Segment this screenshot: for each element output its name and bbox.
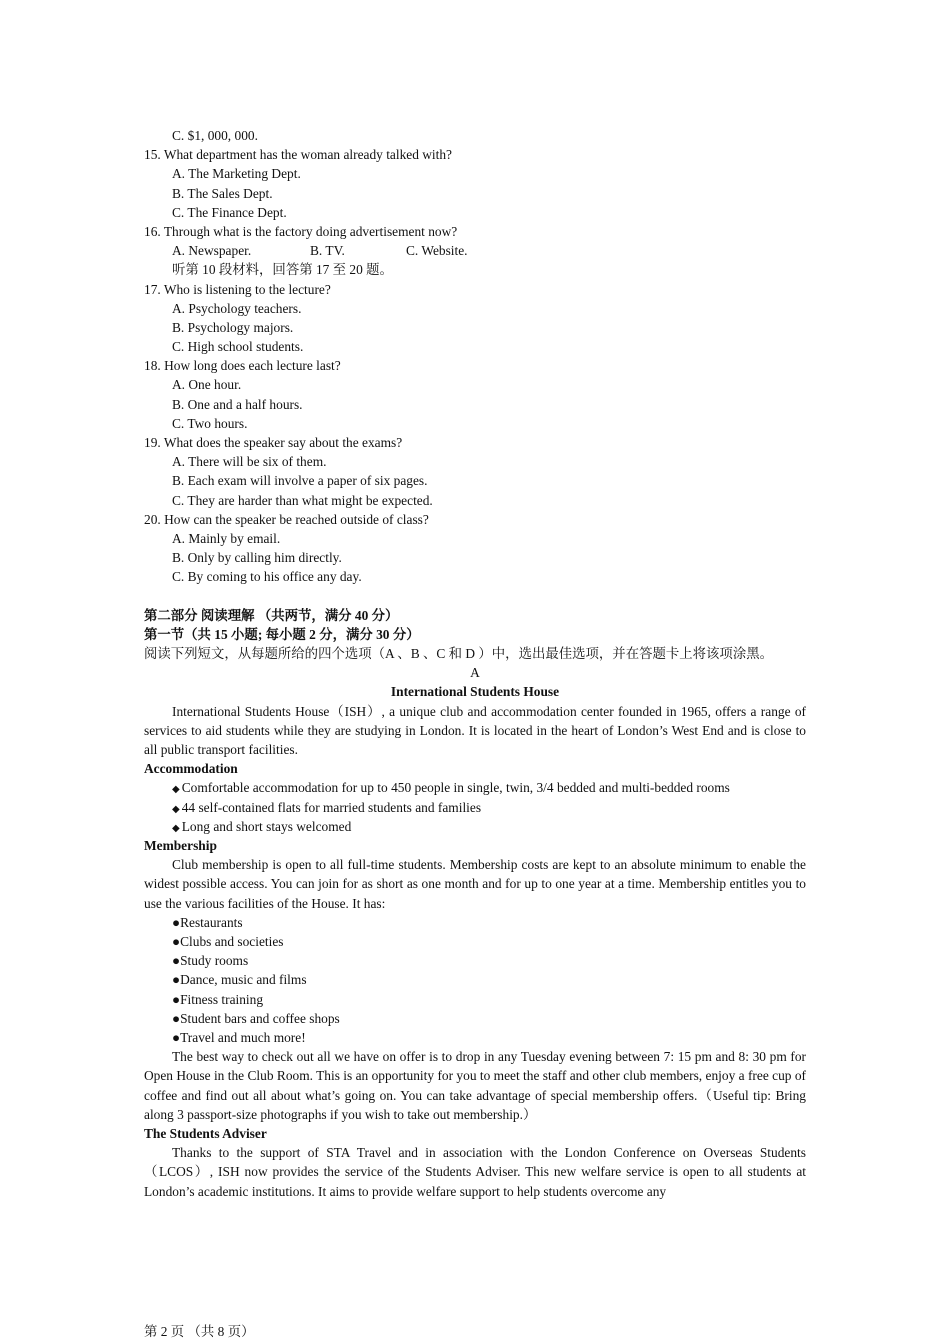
diamond-bullet-icon: ◆ [172, 784, 180, 796]
facility-text: Dance, music and films [180, 972, 307, 988]
open-house-text: The best way to check out all we have on offer is to drop in any Tuesday evening between 7: 15 pm and 8: 30 pm for Open House in the Club Room. This is an opportunity for you to meet the staff and other club members, enjoy a free cup of coffee and find out all about what’s going on. You can take advantage of special membership offers.（Useful tip: Bring along 3 passport-size photographs if you wish to take out membership.） [144, 1049, 806, 1122]
q16-stem: 16. Through what is the factory doing advertisement now? [144, 223, 458, 239]
facility-item [144, 951, 806, 970]
facility-item [144, 970, 806, 989]
dot-bullet-icon: ● [172, 933, 181, 949]
q15-stem: 15. What department has the woman already talked with? [144, 147, 453, 163]
facility-item [144, 990, 806, 1009]
q16-option-a: A. Newspaper. [172, 243, 252, 259]
diamond-bullet-icon: ◆ [172, 822, 180, 834]
accommodation-item-text: Long and short stays welcomed [181, 818, 352, 834]
facility-text: Study rooms [180, 953, 249, 969]
accommodation-heading: Accommodation [144, 761, 238, 777]
facility-item [144, 1009, 806, 1028]
q18-option-c: C. Two hours. [172, 415, 248, 431]
q19-stem: 19. What does the speaker say about the exams? [144, 435, 403, 450]
section-spacer [144, 587, 806, 606]
q17-stem: 17. Who is listening to the lecture? [144, 281, 331, 297]
q16-options [144, 241, 806, 260]
passage-letter: A [470, 665, 480, 681]
accommodation-item-text: Comfortable accommodation for up to 450 people in single, twin, 3/4 bedded and multi-bedded rooms [181, 780, 730, 796]
membership-heading: Membership [144, 838, 217, 853]
facility-item [144, 932, 806, 951]
dot-bullet-icon: ● [172, 914, 181, 930]
accommodation-item-text: 44 self-contained flats for married students and families [181, 799, 482, 815]
q20-option-b: B. Only by calling him directly. [172, 550, 342, 566]
q20-stem: 20. How can the speaker be reached outside of class? [144, 511, 429, 527]
page-footer: 第 2 页 （共 8 页） [144, 1324, 255, 1339]
adviser-text: Thanks to the support of STA Travel and in association with the London Conference on Overseas Students（LCOS）, ISH now provides the service of the Students Adviser. This new welfare service is open to all students at London’s academic institutions. It aims to provide welfare support to help students overcome any [144, 1145, 806, 1199]
adviser-heading: The Students Adviser [144, 1125, 267, 1141]
q16-option-c: C. Website. [406, 243, 468, 259]
facility-text: Clubs and societies [180, 933, 284, 949]
membership-text: Club membership is open to all full-time students. Membership costs are kept to an absolute minimum to enable the widest possible access. You can join for as short as one month and for up to one year at a time. Membership entitles you to use the various facilities of the House. It has: [144, 857, 806, 911]
q15-option-b: B. The Sales Dept. [172, 185, 273, 201]
q15-option-a: A. The Marketing Dept. [172, 166, 301, 182]
facility-text: Travel and much more! [180, 1029, 306, 1045]
dot-bullet-icon: ● [172, 953, 181, 969]
q16-option-b: B. TV. [310, 243, 345, 259]
q17-option-c: C. High school students. [172, 339, 304, 355]
q20-option-a: A. Mainly by email. [172, 530, 281, 546]
section1-heading: 第一节（共 15 小题; 每小题 2 分，满分 30 分） [144, 626, 420, 642]
accommodation-item [144, 778, 806, 797]
q18-option-a: A. One hour. [172, 377, 242, 393]
passage-intro: International Students House（ISH）, a unique club and accommodation center founded in 1965, offers a range of services to aid students while they are studying in London. It is located in the heart of London’s West End and is close to all public transport facilities. [144, 703, 806, 758]
q14-option-c: C. $1, 000, 000. [172, 128, 258, 143]
facility-text: Restaurants [180, 914, 243, 930]
facility-text: Fitness training [180, 991, 264, 1007]
q18-option-b: B. One and a half hours. [172, 396, 303, 412]
facility-item [144, 913, 806, 932]
q18-stem: 18. How long does each lecture last? [144, 358, 341, 374]
dot-bullet-icon: ● [172, 991, 181, 1007]
q19-option-a: A. There will be six of them. [172, 454, 327, 470]
part2-heading: 第二部分 阅读理解 （共两节，满分 40 分） [144, 607, 399, 623]
q17-option-a: A. Psychology teachers. [172, 300, 302, 316]
facility-text: Student bars and coffee shops [180, 1010, 340, 1026]
reading-instruction: 阅读下列短文，从每题所给的四个选项（A 、B 、C 和 D ）中，选出最佳选项，并在答题卡上将该项涂黑。 [144, 646, 773, 662]
accommodation-item [144, 817, 806, 836]
listening-instruction: 听第 10 段材料，回答第 17 至 20 题。 [172, 262, 393, 278]
dot-bullet-icon: ● [172, 1029, 181, 1045]
q17-option-b: B. Psychology majors. [172, 319, 294, 335]
q19-option-b: B. Each exam will involve a paper of six pages. [172, 473, 428, 489]
diamond-bullet-icon: ◆ [172, 803, 180, 815]
passage-title: International Students House [390, 684, 560, 700]
q19-option-c: C. They are harder than what might be expected. [172, 492, 433, 508]
facility-item [144, 1028, 806, 1047]
accommodation-item [144, 798, 806, 817]
dot-bullet-icon: ● [172, 1010, 181, 1026]
dot-bullet-icon: ● [172, 972, 181, 988]
q15-option-c: C. The Finance Dept. [172, 204, 287, 220]
q20-option-c: C. By coming to his office any day. [172, 569, 362, 585]
exam-page-body [144, 126, 806, 1201]
